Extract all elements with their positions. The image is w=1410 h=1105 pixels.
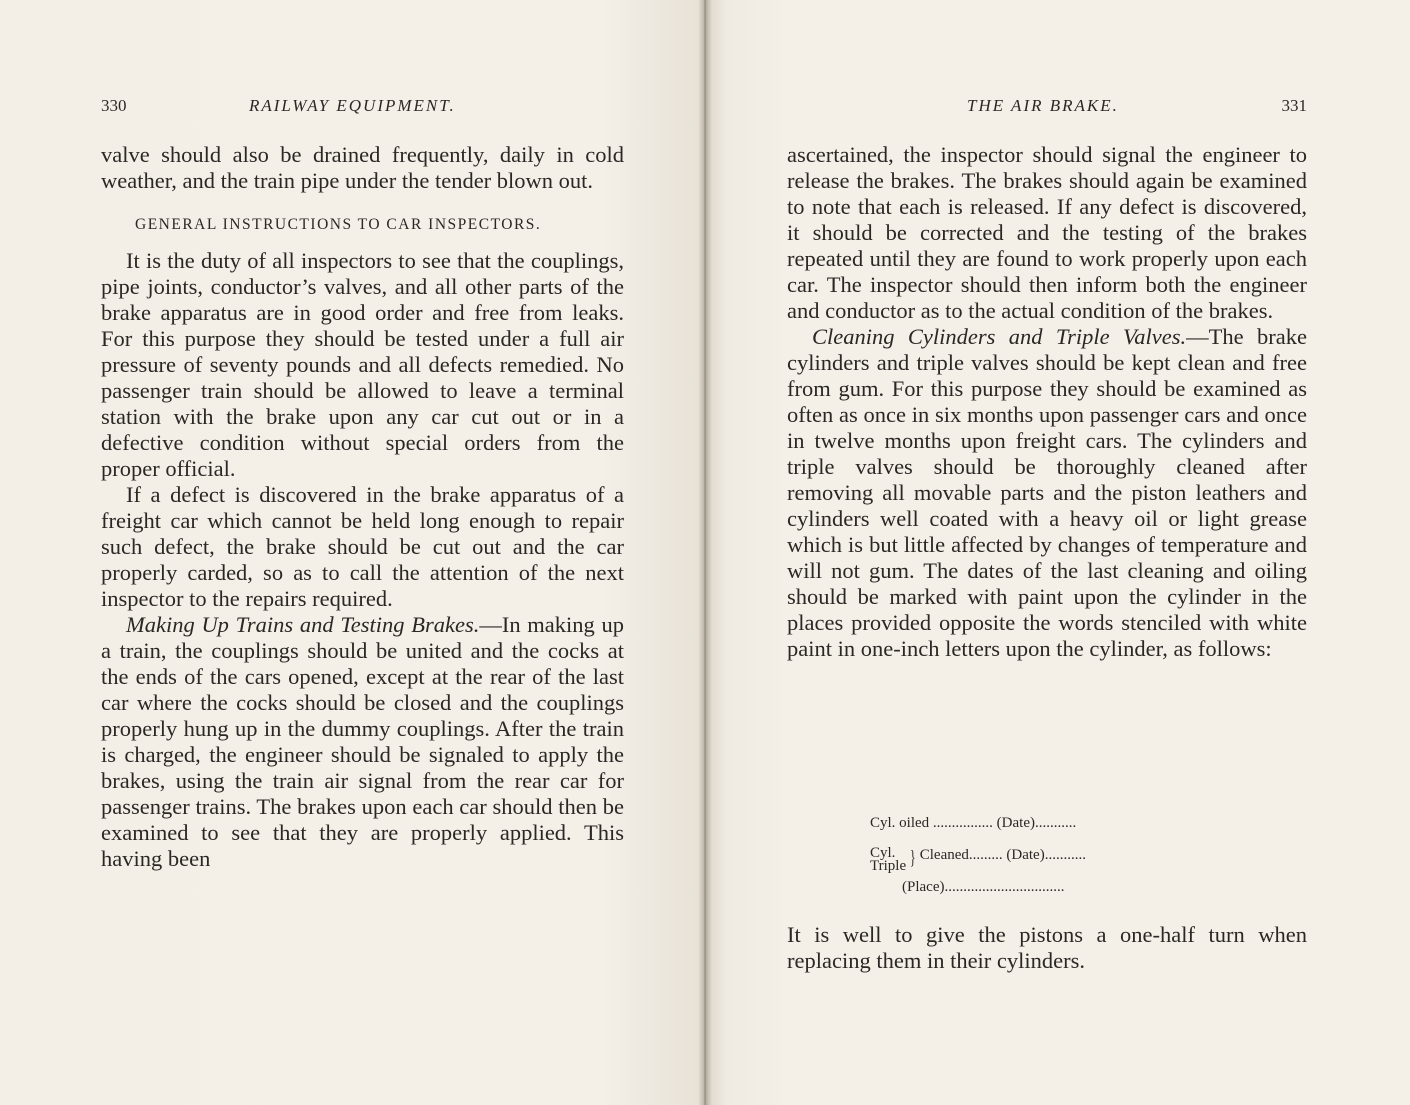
form-cleaned-label: Cleaned — [919, 847, 969, 863]
right-closing-body — [787, 922, 1307, 974]
right-paragraph-cleaning — [787, 324, 1307, 662]
book-gutter — [698, 0, 712, 1105]
form-row-oiled — [870, 813, 1230, 845]
right-running-title: THE AIR BRAKE. — [967, 96, 1119, 115]
stencil-form — [870, 813, 1230, 909]
cleaning-cylinders-title: Cleaning Cylinders and Triple Valves. — [812, 324, 1187, 349]
left-paragraph-defect: If a defect is discovered in the brake apparatus of a freight car which cannot be held long enough to repair such defect, the brake should be cut out and the car properly carded, so as to call the attention of the next inspector to the repairs required. — [101, 482, 624, 611]
form-cleaned-dots: ......... — [968, 847, 1003, 863]
section-heading: GENERAL INSTRUCTIONS TO CAR INSPECTORS. — [135, 216, 542, 233]
making-up-trains-body: —In making up a train, the couplings should be united and the cocks at the ends of the cars opened, except at the rear of the last car where the cocks should be closed and the couplings properly hung up in the dummy couplings. After the train is charged, the engineer should be signaled to apply the brakes, using the train air signal from the rear car for passenger trains. The brakes upon each car should then be examined to see that they are properly applied. This having been — [101, 612, 625, 871]
brace-icon: } — [910, 847, 916, 869]
form-place-label: (Place) — [902, 879, 945, 895]
left-running-head — [101, 96, 626, 120]
making-up-trains-title: Making Up Trains and Testing Brakes. — [126, 612, 480, 637]
right-running-head — [787, 96, 1307, 120]
left-running-title: RAILWAY EQUIPMENT. — [249, 96, 456, 115]
form-cleaned-stack — [870, 847, 906, 873]
left-paragraph-making-up — [101, 612, 624, 872]
form-oiled-dots: ................ — [932, 815, 993, 831]
left-page-body — [101, 142, 624, 872]
form-oiled-label: Cyl. oiled — [870, 815, 930, 831]
form-cyl-label: Cyl. — [870, 845, 896, 861]
form-oiled-tail: ........... — [1034, 815, 1077, 831]
form-row-place — [870, 877, 1230, 909]
form-cleaned-tail: ........... — [1044, 847, 1086, 863]
form-cleaned-date: (Date) — [1006, 847, 1045, 863]
cleaning-cylinders-body: —The brake cylinders and triple valves should be kept clean and free from gum. For this purpose they should be examined as often as once in six months upon passenger cars and once in twelve months upon freight cars. The cylinders and triple valves should be thoroughly cleaned after removing all movable parts and the piston leathers and cylinders well coated with a heavy oil or light grease which is but little affected by changes of temperature and will not gum. The dates of the last cleaning and oiling should be marked with paint upon the cylinder in the places provided opposite the words stenciled with white paint in one-inch letters upon the cylinder, as follows: — [787, 324, 1307, 661]
right-page-number: 331 — [1281, 96, 1307, 115]
left-page-number: 330 — [101, 96, 127, 115]
left-paragraph-duty: It is the duty of all inspectors to see that the couplings, pipe joints, conductor’s valves, and all other parts of the brake apparatus are in good order and free from leaks. For this purpose they should be tested under a full air pressure of seventy pounds and all defects remedied. No passenger train should be allowed to leave a terminal station with the brake upon any car cut out or in a defective condition without special orders from the proper official. — [101, 248, 624, 481]
form-place-dots: ................................ — [944, 879, 1065, 895]
right-continued-paragraph: ascertained, the inspector should signal the engineer to release the brakes. The brakes should again be examined to note that each is released. If any defect is discovered, it should be corrected and the testing of the brakes repeated until they are found to work properly upon each car. The inspector should then inform both the engineer and conductor as to the actual condition of the brakes. — [787, 142, 1307, 323]
left-opening-paragraph: valve should also be drained frequently, daily in cold weather, and the train pipe under the tender blown out. — [101, 142, 624, 193]
right-page-body — [787, 142, 1307, 662]
right-closing-paragraph: It is well to give the pistons a one-half turn when replacing them in their cylinders. — [787, 922, 1307, 973]
form-row-cleaned — [870, 845, 1230, 877]
form-triple-label: Triple — [870, 858, 907, 874]
form-oiled-date: (Date) — [996, 815, 1035, 831]
